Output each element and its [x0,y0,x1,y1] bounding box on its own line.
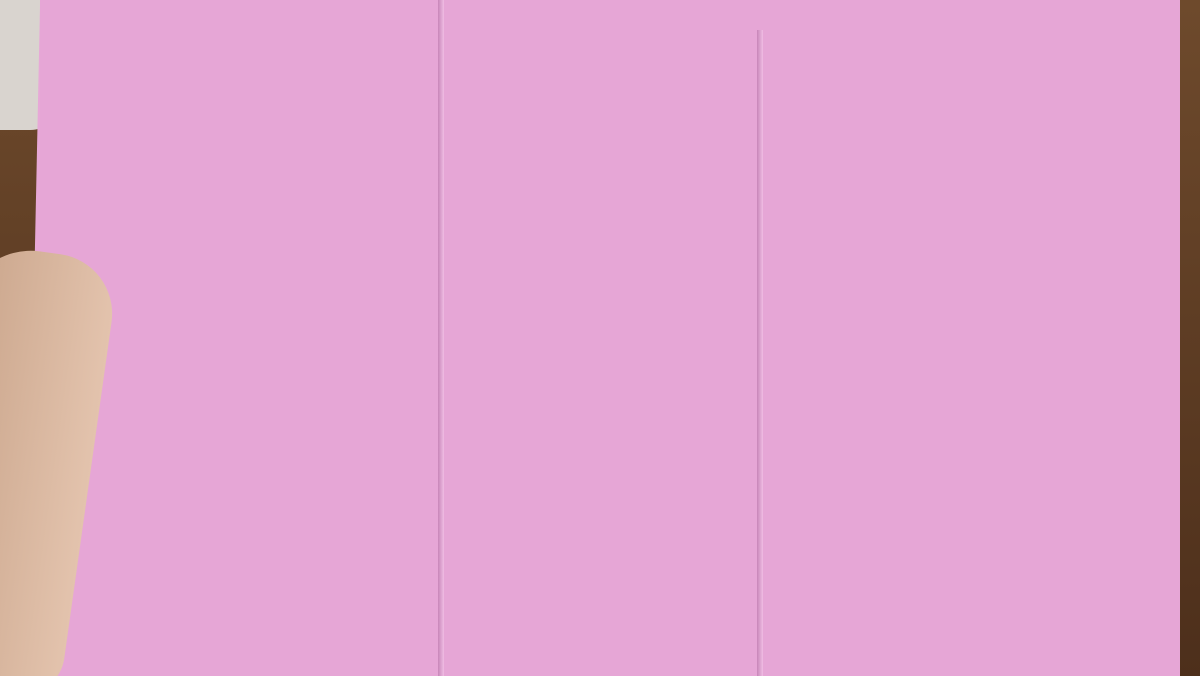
menu-fold [757,30,763,676]
menu-fold [438,0,444,676]
menu-sheet [40,0,1180,676]
